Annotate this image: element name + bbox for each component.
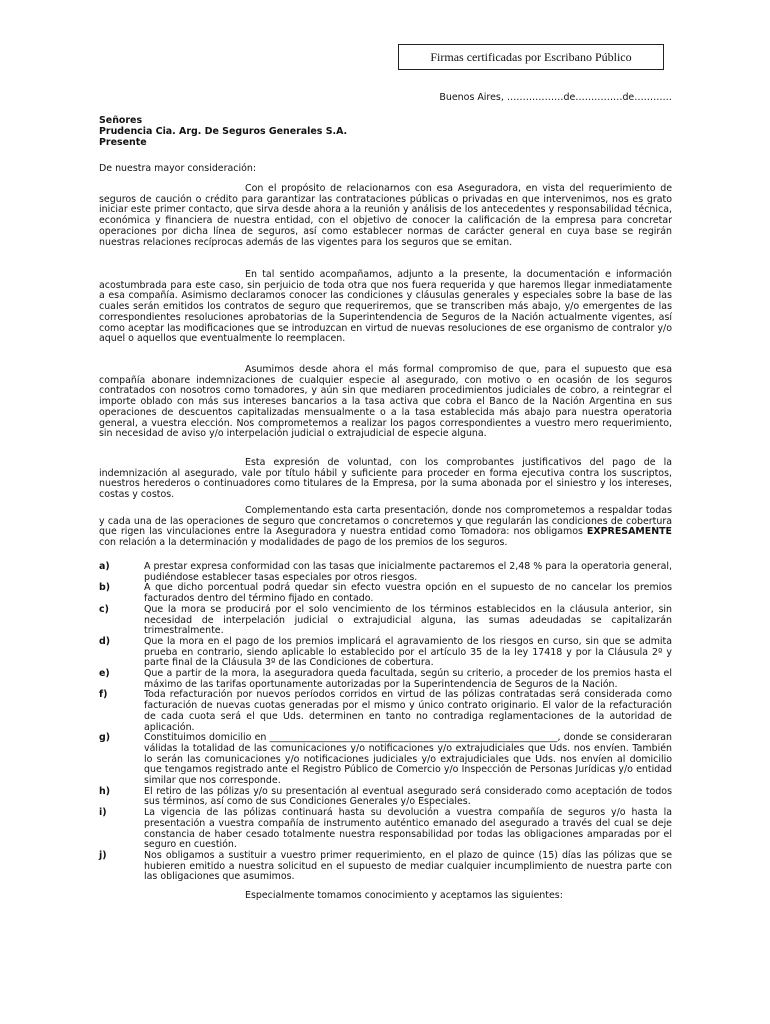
clause-item bbox=[99, 637, 672, 669]
clause-text: La vigencia de las pólizas continuará hasta su devolución a vuestra compañía de seguros y/o hasta la presentación a vuestra compañía de instrumento auténtico emanado del asegurado a través del cual se deje constancia de haber cesado totalmente nuestra responsabilidad por todas las obligaciones amparadas por el seguro en cuestión. bbox=[144, 807, 672, 851]
clause-item bbox=[99, 669, 672, 690]
clause-item bbox=[99, 562, 672, 583]
clause-letter: i) bbox=[99, 807, 107, 819]
clause-letter: e) bbox=[99, 668, 110, 680]
paragraph-executive-title bbox=[99, 458, 672, 501]
clause-item bbox=[99, 583, 672, 604]
addressee-salutation: Señores bbox=[99, 115, 143, 126]
paragraph-text: Esta expresión de voluntad, con los comprobantes justificativos del pago de la indemnización al asegurado, vale por título hábil y suficiente para proceder en forma ejecutiva contra los suscriptos, nuestros herederos o continuadores como titulares de la Empresa, por la suma abonada por el siniestro y los intereses, costas y costos. bbox=[99, 457, 672, 501]
addressee-company: Prudencia Cia. Arg. De Seguros Generales S.A. bbox=[99, 126, 348, 138]
clause-text: Constituimos domicilio en _____________________________________________________________, donde se consideraran válidas la totalidad de las comunicaciones y/o notificaciones y/o extrajudiciales que Uds. nos envíen. También lo serán las comunicaciones y/o notificaciones judiciales y/o extrajudiciales que Uds. nos envíen al domicilio que tengamos registrado ante el Registro Público de Comercio y/o Inspección de Personas Jurídicas y/o entidad similar que nos corresponde. bbox=[144, 732, 672, 787]
clause-letter: g) bbox=[99, 732, 111, 744]
paragraph-documentation bbox=[99, 270, 672, 345]
paragraph-text: Asumimos desde ahora el más formal compromiso de que, para el supuesto que esa compañía abonare indemnizaciones de cualquier especie al asegurado, con motivo o en ocasión de los seguros contratados con nosotros como tomadores, y aún sin que mediaren procedimientos judiciales de cobro, a reintegrar el importe oblado con más sus intereses bancarios a la tasa activa que cobra el Banco de la Nación Argentina en sus operaciones de descuentos capitalizadas mensualmente o a la tasa establecida más abajo para nuestra operatoria general, a vuestra elección. Nos comprometemos a realizar los pagos correspondientes a vuestro mero requerimiento, sin necesidad de aviso y/o interpelación judicial o extrajudicial de especie alguna. bbox=[99, 364, 672, 440]
certification-box: Firmas certificadas por Escribano Público bbox=[398, 44, 664, 70]
clause-letter: a) bbox=[99, 561, 110, 572]
clause-letter: c) bbox=[99, 603, 109, 615]
clause-letter: j) bbox=[99, 849, 107, 861]
clause-text: Toda refacturación por nuevos períodos corridos en virtud de las pólizas contratadas será considerada como facturación de nuevas cuotas generadas por el mismo y único contrato originario. El valor de la refacturación de cada cuota será el que Uds. determinen en tanto no contradiga reglamentaciones de la autoridad de aplicación. bbox=[144, 689, 672, 733]
paragraph-text: En tal sentido acompañamos, adjunto a la presente, la documentación e información acostumbrada para este caso, sin perjuicio de toda otra que nos fuera requerida y que haremos llegar inmediatamente a esa compañía. Asimismo declaramos conocer las condiciones y cláusulas generales y especiales sobre la base de las cuales serán emitidos los contratos de seguro que requeriremos, que se transcriben más abajo, y/o emergentes de las correspondientes resoluciones aprobatorias de la Superintendencia de Seguros de la Nación actualmente vigentes, así como aceptar las modificaciones que se introduzcan en virtud de nuevas resoluciones de ese organismo de contralor y/o aquel o aquellos que eventualmente lo reemplacen. bbox=[99, 269, 672, 345]
clause-item bbox=[99, 851, 672, 883]
clause-text: Que la mora en el pago de los premios implicará el agravamiento de los riesgos en curso, sin que se admita prueba en contrario, siendo aplicable lo establecido por el artículo 35 de la ley 17418 y por la Cláusula 2º y parte final de la Cláusula 3º de las Condiciones de cobertura. bbox=[144, 635, 672, 669]
clause-item bbox=[99, 690, 672, 733]
paragraph-purpose bbox=[99, 184, 672, 248]
clause-item bbox=[99, 605, 672, 637]
addressee-presente: Presente bbox=[99, 137, 147, 149]
clause-letter: b) bbox=[99, 582, 111, 594]
clause-item bbox=[99, 787, 672, 808]
clause-text: Que a partir de la mora, la aseguradora queda facultada, según su criterio, a proceder de los premios hasta el máximo de las tarifas oportunamente autorizadas por la Superintendencia de Seguros de la Nación. bbox=[144, 668, 672, 690]
greeting: De nuestra mayor consideración: bbox=[99, 163, 257, 174]
clause-letter: d) bbox=[99, 635, 111, 647]
emphasis-word: EXPRESAMENTE bbox=[586, 526, 672, 538]
clause-item bbox=[99, 808, 672, 851]
addressee-block bbox=[99, 115, 347, 149]
clause-text: Que la mora se producirá por el solo vencimiento de los términos establecidos en la cláusula anterior, sin necesidad de interpelación judicial o extrajudicial alguna, las sumas adeudadas se capitalizarán trimestralmente. bbox=[144, 603, 672, 637]
paragraph-complement bbox=[99, 506, 672, 549]
clause-item bbox=[99, 733, 672, 787]
clause-letter: h) bbox=[99, 785, 111, 797]
clause-text: Nos obligamos a sustituir a vuestro primer requerimiento, en el plazo de quince (15) días las pólizas que se hubieren emitido a nuestra solicitud en el supuesto de mediar cualquier incumplimiento de nuestra parte con las obligaciones que asumimos. bbox=[144, 849, 672, 883]
clause-text: A prestar expresa conformidad con las tasas que inicialmente pactaremos el 2,48 % para la operatoria general, pudiéndose establecer tasas especiales por otros riesgos. bbox=[144, 561, 672, 583]
date-line: Buenos Aires, ………………de……………de………… bbox=[439, 92, 672, 103]
paragraph-commitment bbox=[99, 365, 672, 440]
clause-text: A que dicho porcentual podrá quedar sin efecto vuestra opción en el supuesto de no cancelar los premios facturados dentro del término fijado en contado. bbox=[144, 582, 672, 605]
paragraph-text: Complementando esta carta presentación, donde nos comprometemos a respaldar todas y cada una de las operaciones de seguro que concretamos o concretemos y que regularán las condiciones de cobertura que rigen las vinculaciones entre la Aseguradora y nuestra entidad como Tomadora: nos obligamos EXPRESAMENTE con relación a la determinación y modalidades de pago de los premios de los seguros. bbox=[99, 505, 672, 549]
clause-text: El retiro de las pólizas y/o su presentación al eventual asegurado será considerado como aceptación de todos sus términos, así como de sus Condiciones Generales y/o Especiales. bbox=[144, 785, 672, 808]
paragraph-text: Con el propósito de relacionarnos con esa Aseguradora, en vista del requerimiento de seguros de caución o crédito para garantizar las contrataciones públicas o privadas en que intervenimos, nos es grato iniciar este primer contacto, que sirva desde ahora a la reunión y análisis de los antecedentes y responsabilidad técnica, económica y financiera de nuestra entidad, con el objetivo de conocer la calificación de la empresa para concretar operaciones por dicha línea de seguros, así como establecer normas de carácter general en cuya base se regirán nuestras relaciones recíprocas además de las vigentes para los seguros que se emitan. bbox=[99, 183, 672, 248]
closing-line: Especialmente tomamos conocimiento y aceptamos las siguientes: bbox=[245, 890, 563, 901]
clause-letter: f) bbox=[99, 689, 108, 701]
clause-list bbox=[99, 562, 672, 883]
